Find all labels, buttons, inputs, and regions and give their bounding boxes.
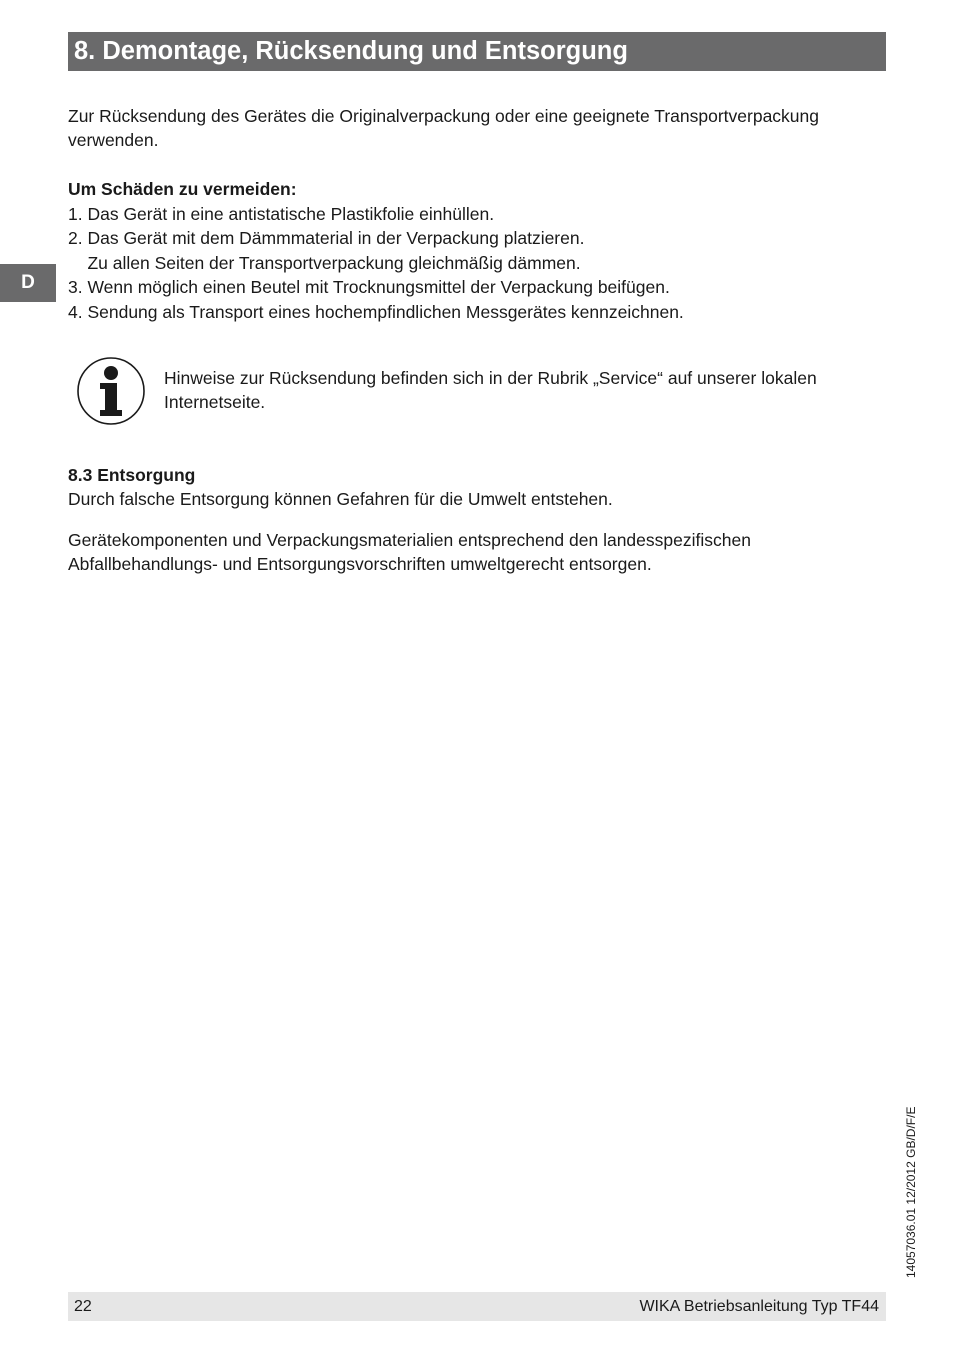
disposal-para2-line-1: Gerätekomponenten und Verpackungsmaterialien entsprechend den landesspezifischen	[68, 530, 751, 550]
note-line-1: Hinweise zur Rücksendung befinden sich in der Rubrik „Service“ auf unserer lokalen	[164, 368, 817, 388]
list-item: Zu allen Seiten der Transportverpackung gleichmäßig dämmen.	[68, 253, 581, 273]
info-icon	[76, 356, 146, 426]
disposal-heading: 8.3 Entsorgung	[68, 465, 196, 485]
disposal-line-1: Durch falsche Entsorgung können Gefahren für die Umwelt entstehen.	[68, 489, 613, 509]
disposal-para2-line-2: Abfallbehandlungs- und Entsorgungsvorschriften umweltgerecht entsorgen.	[68, 554, 652, 574]
list-item: 1. Das Gerät in eine antistatische Plastikfolie einhüllen.	[68, 204, 495, 224]
list-item: 3. Wenn möglich einen Beutel mit Trocknungsmittel der Verpackung beifügen.	[68, 277, 670, 297]
document-code: 14057036.01 12/2012 GB/D/F/E	[904, 1106, 918, 1278]
list-item: 2. Das Gerät mit dem Dämmmaterial in der Verpackung platzieren.	[68, 228, 585, 248]
intro-line-2: verwenden.	[68, 130, 159, 150]
footer-doc-title: WIKA Betriebsanleitung Typ TF44	[639, 1298, 879, 1315]
list-item: 4. Sendung als Transport eines hochempfindlichen Messgerätes kennzeichnen.	[68, 302, 684, 322]
page-footer	[68, 1292, 886, 1321]
intro-line-1: Zur Rücksendung des Gerätes die Originalverpackung oder eine geeignete Transportverpackung	[68, 106, 820, 126]
page-number: 22	[74, 1298, 92, 1315]
note-line-2: Internetseite.	[164, 392, 266, 412]
steps-heading: Um Schäden zu vermeiden:	[68, 179, 297, 199]
section-title: 8. Demontage, Rücksendung und Entsorgung	[68, 32, 886, 71]
language-tab: D	[0, 264, 56, 302]
